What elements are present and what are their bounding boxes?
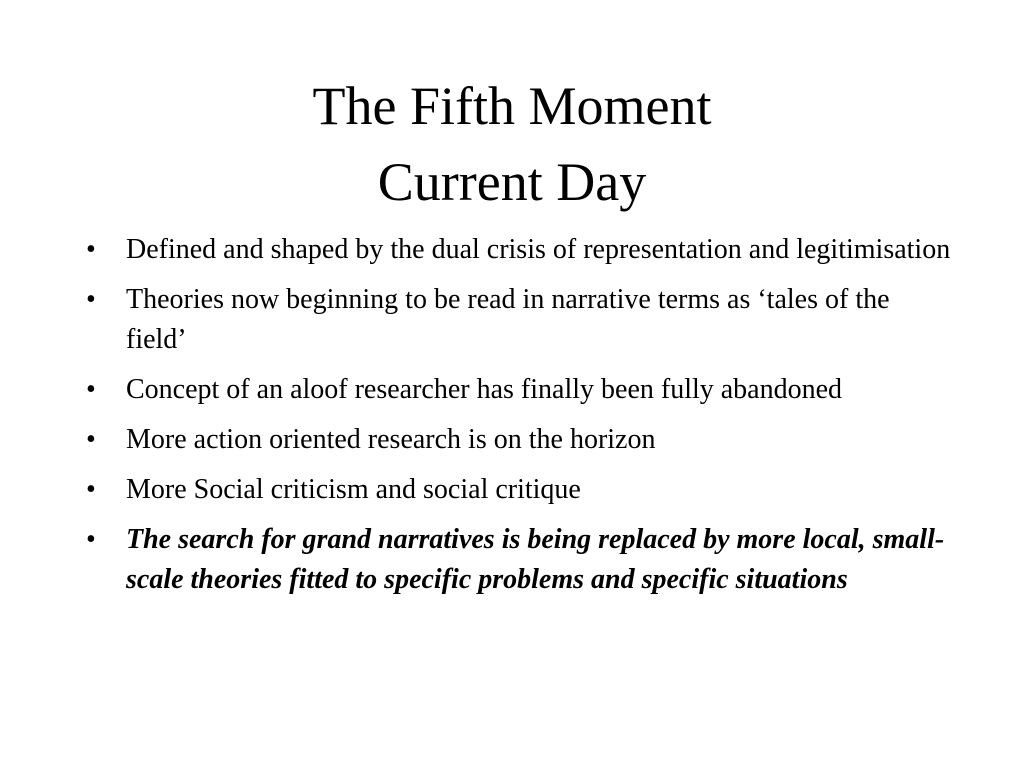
bullet-item-4 — [86, 420, 956, 460]
bullet-item-6 — [86, 520, 956, 600]
bullet-item-3 — [86, 370, 956, 410]
bullet-list — [86, 230, 956, 610]
bullet-item-2 — [86, 280, 956, 360]
bullet-item-5 — [86, 470, 956, 510]
bullet-text: Defined and shaped by the dual crisis of representation and legitimisation — [126, 234, 951, 265]
title-line-2: Current Day — [377, 152, 647, 212]
title-line-1: The Fifth Moment — [312, 76, 712, 136]
bullet-item-1 — [86, 230, 956, 270]
bullet-text: More Social criticism and social critique — [126, 474, 581, 505]
bullet-dot-icon: • — [86, 524, 96, 555]
bullet-dot-icon: • — [86, 234, 96, 265]
bullet-dot-icon: • — [86, 474, 96, 505]
slide-title — [0, 68, 1024, 220]
bullet-dot-icon: • — [86, 284, 96, 315]
bullet-text: Theories now beginning to be read in narrative terms as ‘tales of the field’ — [126, 284, 890, 355]
bullet-text: Concept of an aloof researcher has finally been fully abandoned — [126, 374, 843, 405]
bullet-dot-icon: • — [86, 424, 96, 455]
bullet-text: More action oriented research is on the horizon — [126, 424, 656, 455]
bullet-text-emphasis: The search for grand narratives is being replaced by more local, small-scale theories fitted to specific problems and specific situations — [126, 524, 945, 595]
bullet-dot-icon: • — [86, 374, 96, 405]
